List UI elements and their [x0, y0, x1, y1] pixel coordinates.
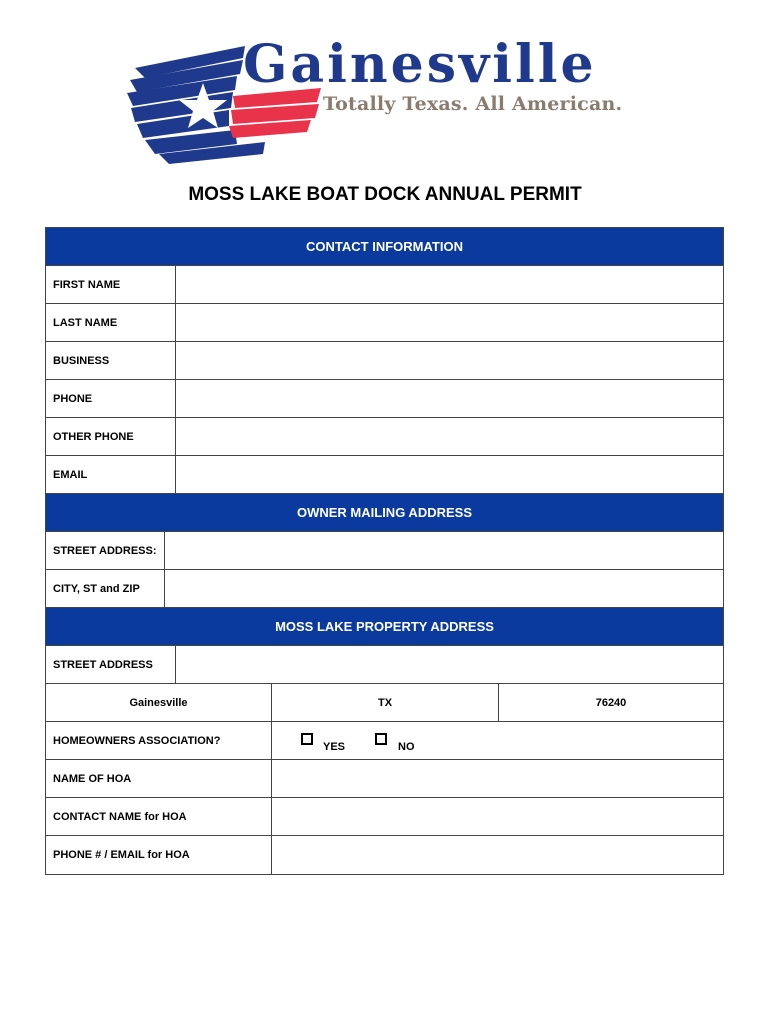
property-street-row [46, 646, 723, 684]
logo-tagline: Totally Texas. All American. [323, 93, 623, 115]
property-street-label: STREET ADDRESS [46, 646, 176, 683]
business-label: BUSINESS [46, 342, 176, 379]
hoa-options [272, 722, 723, 759]
business-field[interactable] [176, 342, 723, 379]
other-phone-field[interactable] [176, 418, 723, 455]
mailing-city-label: CITY, ST and ZIP [46, 570, 165, 607]
property-city: Gainesville [46, 684, 272, 721]
hoa-phone-row [46, 836, 723, 874]
hoa-phone-label: PHONE # / EMAIL for HOA [46, 836, 272, 874]
other-phone-row [46, 418, 723, 456]
hoa-name-field[interactable] [272, 760, 723, 797]
hoa-question-label: HOMEOWNERS ASSOCIATION? [46, 722, 272, 759]
contact-section-header: CONTACT INFORMATION [46, 228, 723, 266]
property-zip: 76240 [595, 696, 627, 709]
last-name-label: LAST NAME [46, 304, 176, 341]
other-phone-label: OTHER PHONE [46, 418, 176, 455]
property-section-header: MOSS LAKE PROPERTY ADDRESS [46, 608, 723, 646]
mailing-city-row [46, 570, 723, 608]
mailing-street-row [46, 532, 723, 570]
logo-wordmark: Gainesville [243, 34, 597, 95]
business-row [46, 342, 723, 380]
permit-form [45, 227, 724, 875]
property-street-field[interactable] [176, 646, 723, 683]
hoa-contact-field[interactable] [272, 798, 723, 835]
mailing-section-header: OWNER MAILING ADDRESS [46, 494, 723, 532]
property-state: TX [272, 684, 499, 721]
property-city-row [46, 684, 723, 722]
last-name-row [46, 304, 723, 342]
hoa-row [46, 722, 723, 760]
phone-row [46, 380, 723, 418]
city-logo [125, 34, 645, 168]
first-name-row [46, 266, 723, 304]
hoa-yes-checkbox[interactable] [301, 733, 313, 745]
last-name-field[interactable] [176, 304, 723, 341]
hoa-no-checkbox[interactable] [375, 733, 387, 745]
email-label: EMAIL [46, 456, 176, 493]
hoa-yes-label: YES [323, 741, 346, 753]
first-name-label: FIRST NAME [46, 266, 176, 303]
hoa-no-label: NO [398, 741, 415, 753]
page-title: MOSS LAKE BOAT DOCK ANNUAL PERMIT [188, 184, 582, 205]
mailing-city-field[interactable] [165, 570, 723, 607]
hoa-contact-row [46, 798, 723, 836]
hoa-contact-label: CONTACT NAME for HOA [46, 798, 272, 835]
hoa-phone-field[interactable] [272, 836, 723, 874]
mailing-street-label: STREET ADDRESS: [46, 532, 165, 569]
phone-field[interactable] [176, 380, 723, 417]
first-name-field[interactable] [176, 266, 723, 303]
mailing-street-field[interactable] [165, 532, 723, 569]
hoa-name-row [46, 760, 723, 798]
email-field[interactable] [176, 456, 723, 493]
hoa-name-label: NAME OF HOA [46, 760, 272, 797]
email-row [46, 456, 723, 494]
phone-label: PHONE [46, 380, 176, 417]
